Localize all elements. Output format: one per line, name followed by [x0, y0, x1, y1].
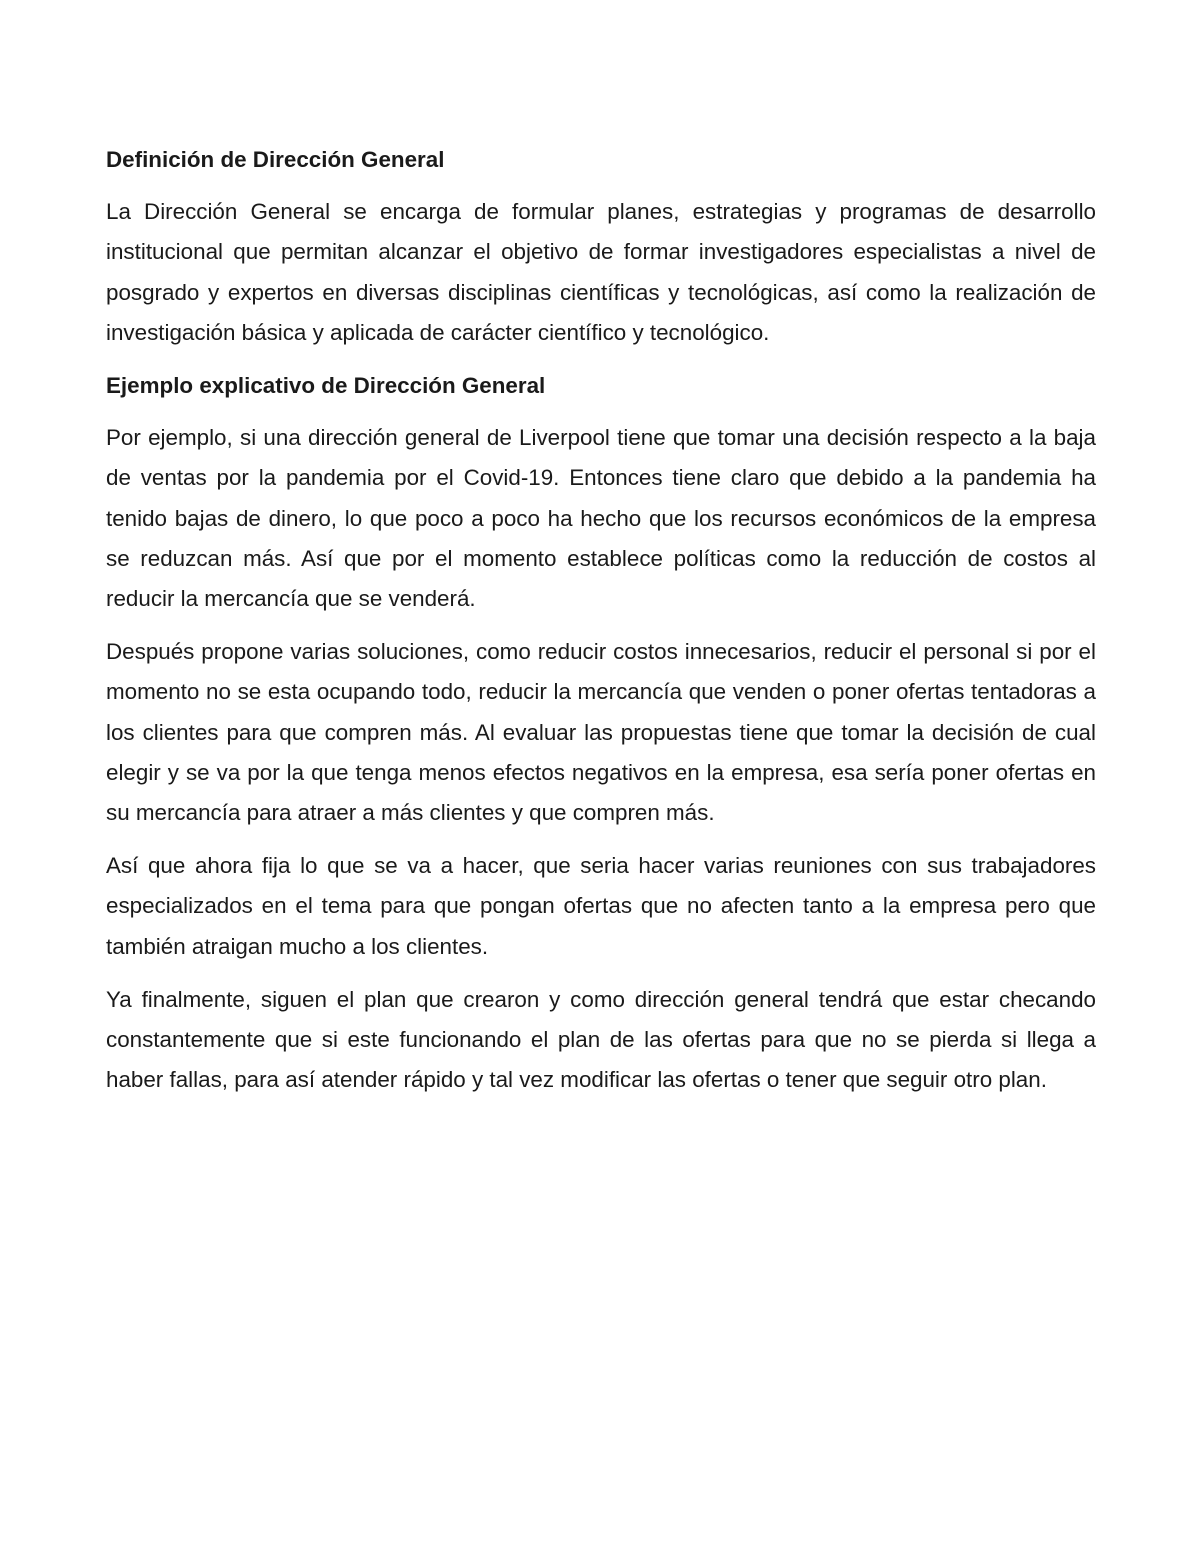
paragraph-ejemplo-3: Así que ahora fija lo que se va a hacer, que seria hacer varias reuniones con sus trabajadores especializados en el tema para que pongan ofertas que no afecten tanto a la empresa pero que también atraigan mucho a los clientes. — [106, 853, 1096, 959]
paragraph-definicion: La Dirección General se encarga de formular planes, estrategias y programas de desarrollo institucional que permitan alcanzar el objetivo de formar investigadores especialistas a nivel de posgrado y expertos en diversas disciplinas científicas y tecnológicas, así como la realización de investigación básica y aplicada de carácter científico y tecnológico. — [106, 199, 1096, 345]
section-heading-definicion: Definición de Dirección General — [106, 147, 445, 172]
section-heading-ejemplo: Ejemplo explicativo de Dirección General — [106, 373, 546, 399]
document-page — [106, 140, 1096, 1113]
paragraph-ejemplo-2: Después propone varias soluciones, como reducir costos innecesarios, reducir el personal si por el momento no se esta ocupando todo, reducir la mercancía que venden o poner ofertas tentadoras a los clientes para que compren más. Al evaluar las propuestas tiene que tomar la decisión de cual elegir y se va por la que tenga menos efectos negativos en la empresa, esa sería poner ofertas en su mercancía para atraer a más clientes y que compren más. — [106, 639, 1096, 826]
paragraph-ejemplo-4: Ya finalmente, siguen el plan que crearon y como dirección general tendrá que estar checando constantemente que si este funcionando el plan de las ofertas para que no se pierda si llega a haber fallas, para así atender rápido y tal vez modificar las ofertas o tener que seguir otro plan. — [106, 986, 1096, 1093]
paragraph-ejemplo-1: Por ejemplo, si una dirección general de Liverpool tiene que tomar una decisión respecto a la baja de ventas por la pandemia por el Covid-19. Entonces tiene claro que debido a la pandemia ha tenido bajas de dinero, lo que poco a poco ha hecho que los recursos económicos de la empresa se reduzcan más. Así que por el momento establece políticas como la reducción de costos al reducir la mercancía que se venderá. — [106, 425, 1096, 612]
